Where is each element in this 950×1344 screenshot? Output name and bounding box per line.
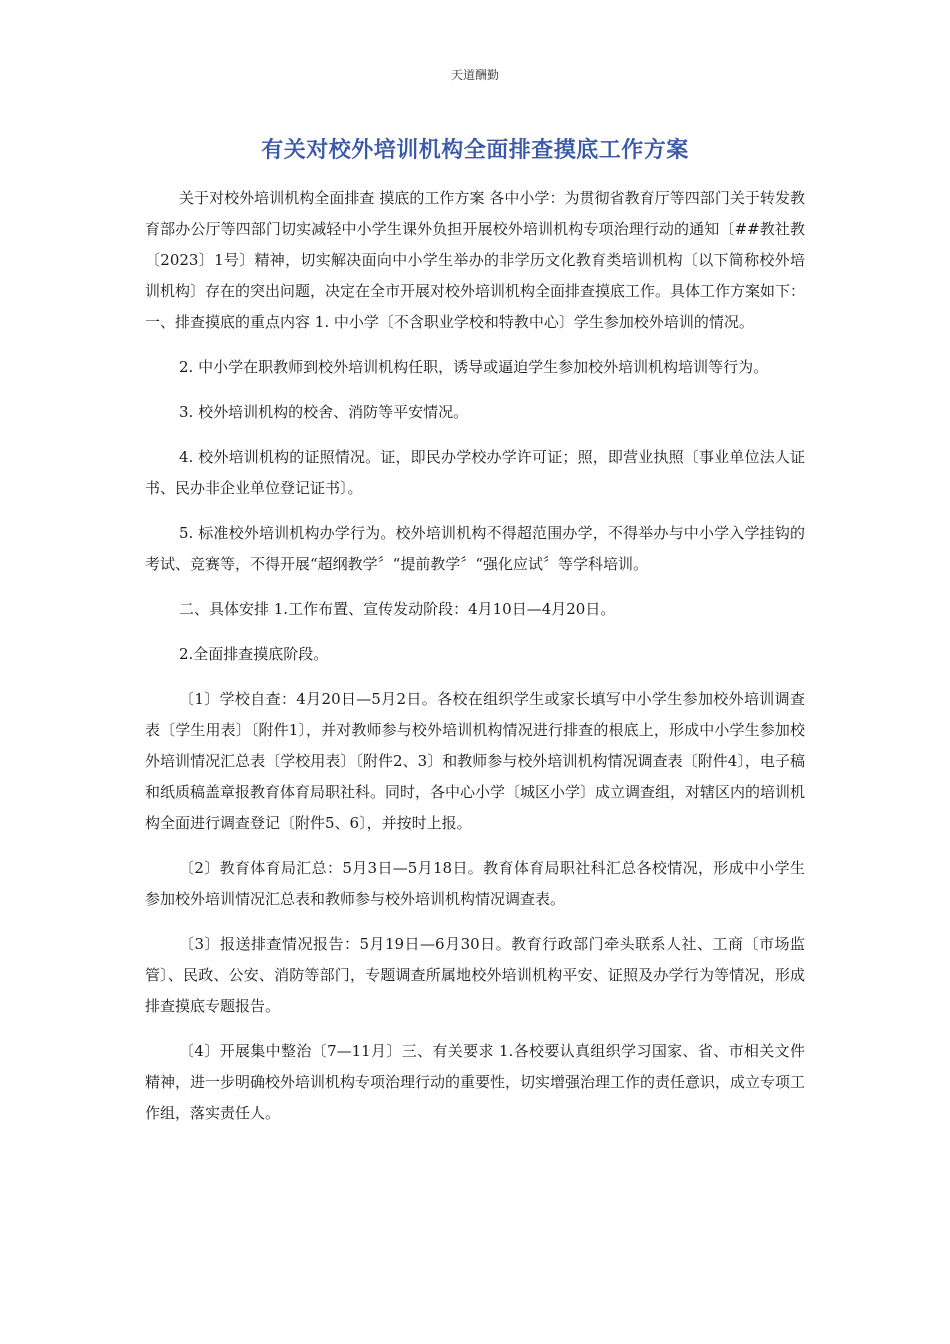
- document-title: 有关对校外培训机构全面排查摸底工作方案: [261, 138, 689, 163]
- document-body: [145, 183, 805, 1143]
- paragraph-stage-2: 2.全面排查摸底阶段。: [179, 645, 329, 663]
- paragraph-rectification: 〔4〕开展集中整治〔7—11月〕三、有关要求 1.各校要认真组织学习国家、省、市相关文件精神，进一步明确校外培训机构专项治理行动的重要性，切实增强治理工作的责任意识，成立专项工作组，落实责任人。: [145, 1042, 806, 1122]
- paragraph-item-5: 5. 标准校外培训机构办学行为。校外培训机构不得超范围办学，不得举办与中小学入学挂钩的考试、竞赛等，不得开展“超纲教学〞“提前教学〞“强化应试〞等学科培训。: [145, 524, 805, 573]
- paragraph-report: 〔3〕报送排查情况报告：5月19日—6月30日。教育行政部门牵头联系人社、工商〔市场监管〕、民政、公安、消防等部门，专题调查所属地校外培训机构平安、证照及办学行为等情况，形成排查摸底专题报告。: [145, 935, 805, 1015]
- paragraph-item-3: 3. 校外培训机构的校舍、消防等平安情况。: [179, 403, 469, 421]
- paragraph-school-self-check: 〔1〕学校自查：4月20日—5月2日。各校在组织学生或家长填写中小学生参加校外培训调查表〔学生用表〕〔附件1〕，并对教师参与校外培训机构情况进行排查的根底上，形成中小学生参加校外培训情况汇总表〔学校用表〕〔附件2、3〕和教师参与校外培训机构情况调查表〔附件4〕，电子稿和纸质稿盖章报教育体育局职社科。同时，各中心小学〔城区小学〕成立调查组，对辖区内的培训机构全面进行调查登记〔附件5、6〕，并按时上报。: [145, 690, 806, 832]
- paragraph-bureau-summary: 〔2〕教育体育局汇总：5月3日—5月18日。教育体育局职社科汇总各校情况，形成中小学生参加校外培训情况汇总表和教师参与校外培训机构情况调查表。: [145, 859, 805, 908]
- paragraph-item-2: 2. 中小学在职教师到校外培训机构任职，诱导或逼迫学生参加校外培训机构培训等行为。: [179, 358, 769, 376]
- paragraph-item-4: 4. 校外培训机构的证照情况。证，即民办学校办学许可证；照，即营业执照〔事业单位法人证书、民办非企业单位登记证书〕。: [145, 448, 805, 497]
- page-header: 天道酬勤: [450, 68, 499, 82]
- paragraph-arrangement: 二、具体安排 1.工作布置、宣传发动阶段：4月10日—4月20日。: [179, 600, 616, 618]
- paragraph-intro: 关于对校外培训机构全面排查 摸底的工作方案 各中小学：为贯彻省教育厅等四部门关于转发教育部办公厅等四部门切实减轻中小学生课外负担开展校外培训机构专项治理行动的通知〔##教社教〔2023〕1号〕精神，切实解决面向中小学生举办的非学历文化教育类培训机构〔以下简称校外培训机构〕存在的突出问题，决定在全市开展对校外培训机构全面排查摸底工作。具体工作方案如下：一、排查摸底的重点内容 1. 中小学〔不含职业学校和特教中心〕学生参加校外培训的情况。: [145, 189, 806, 331]
